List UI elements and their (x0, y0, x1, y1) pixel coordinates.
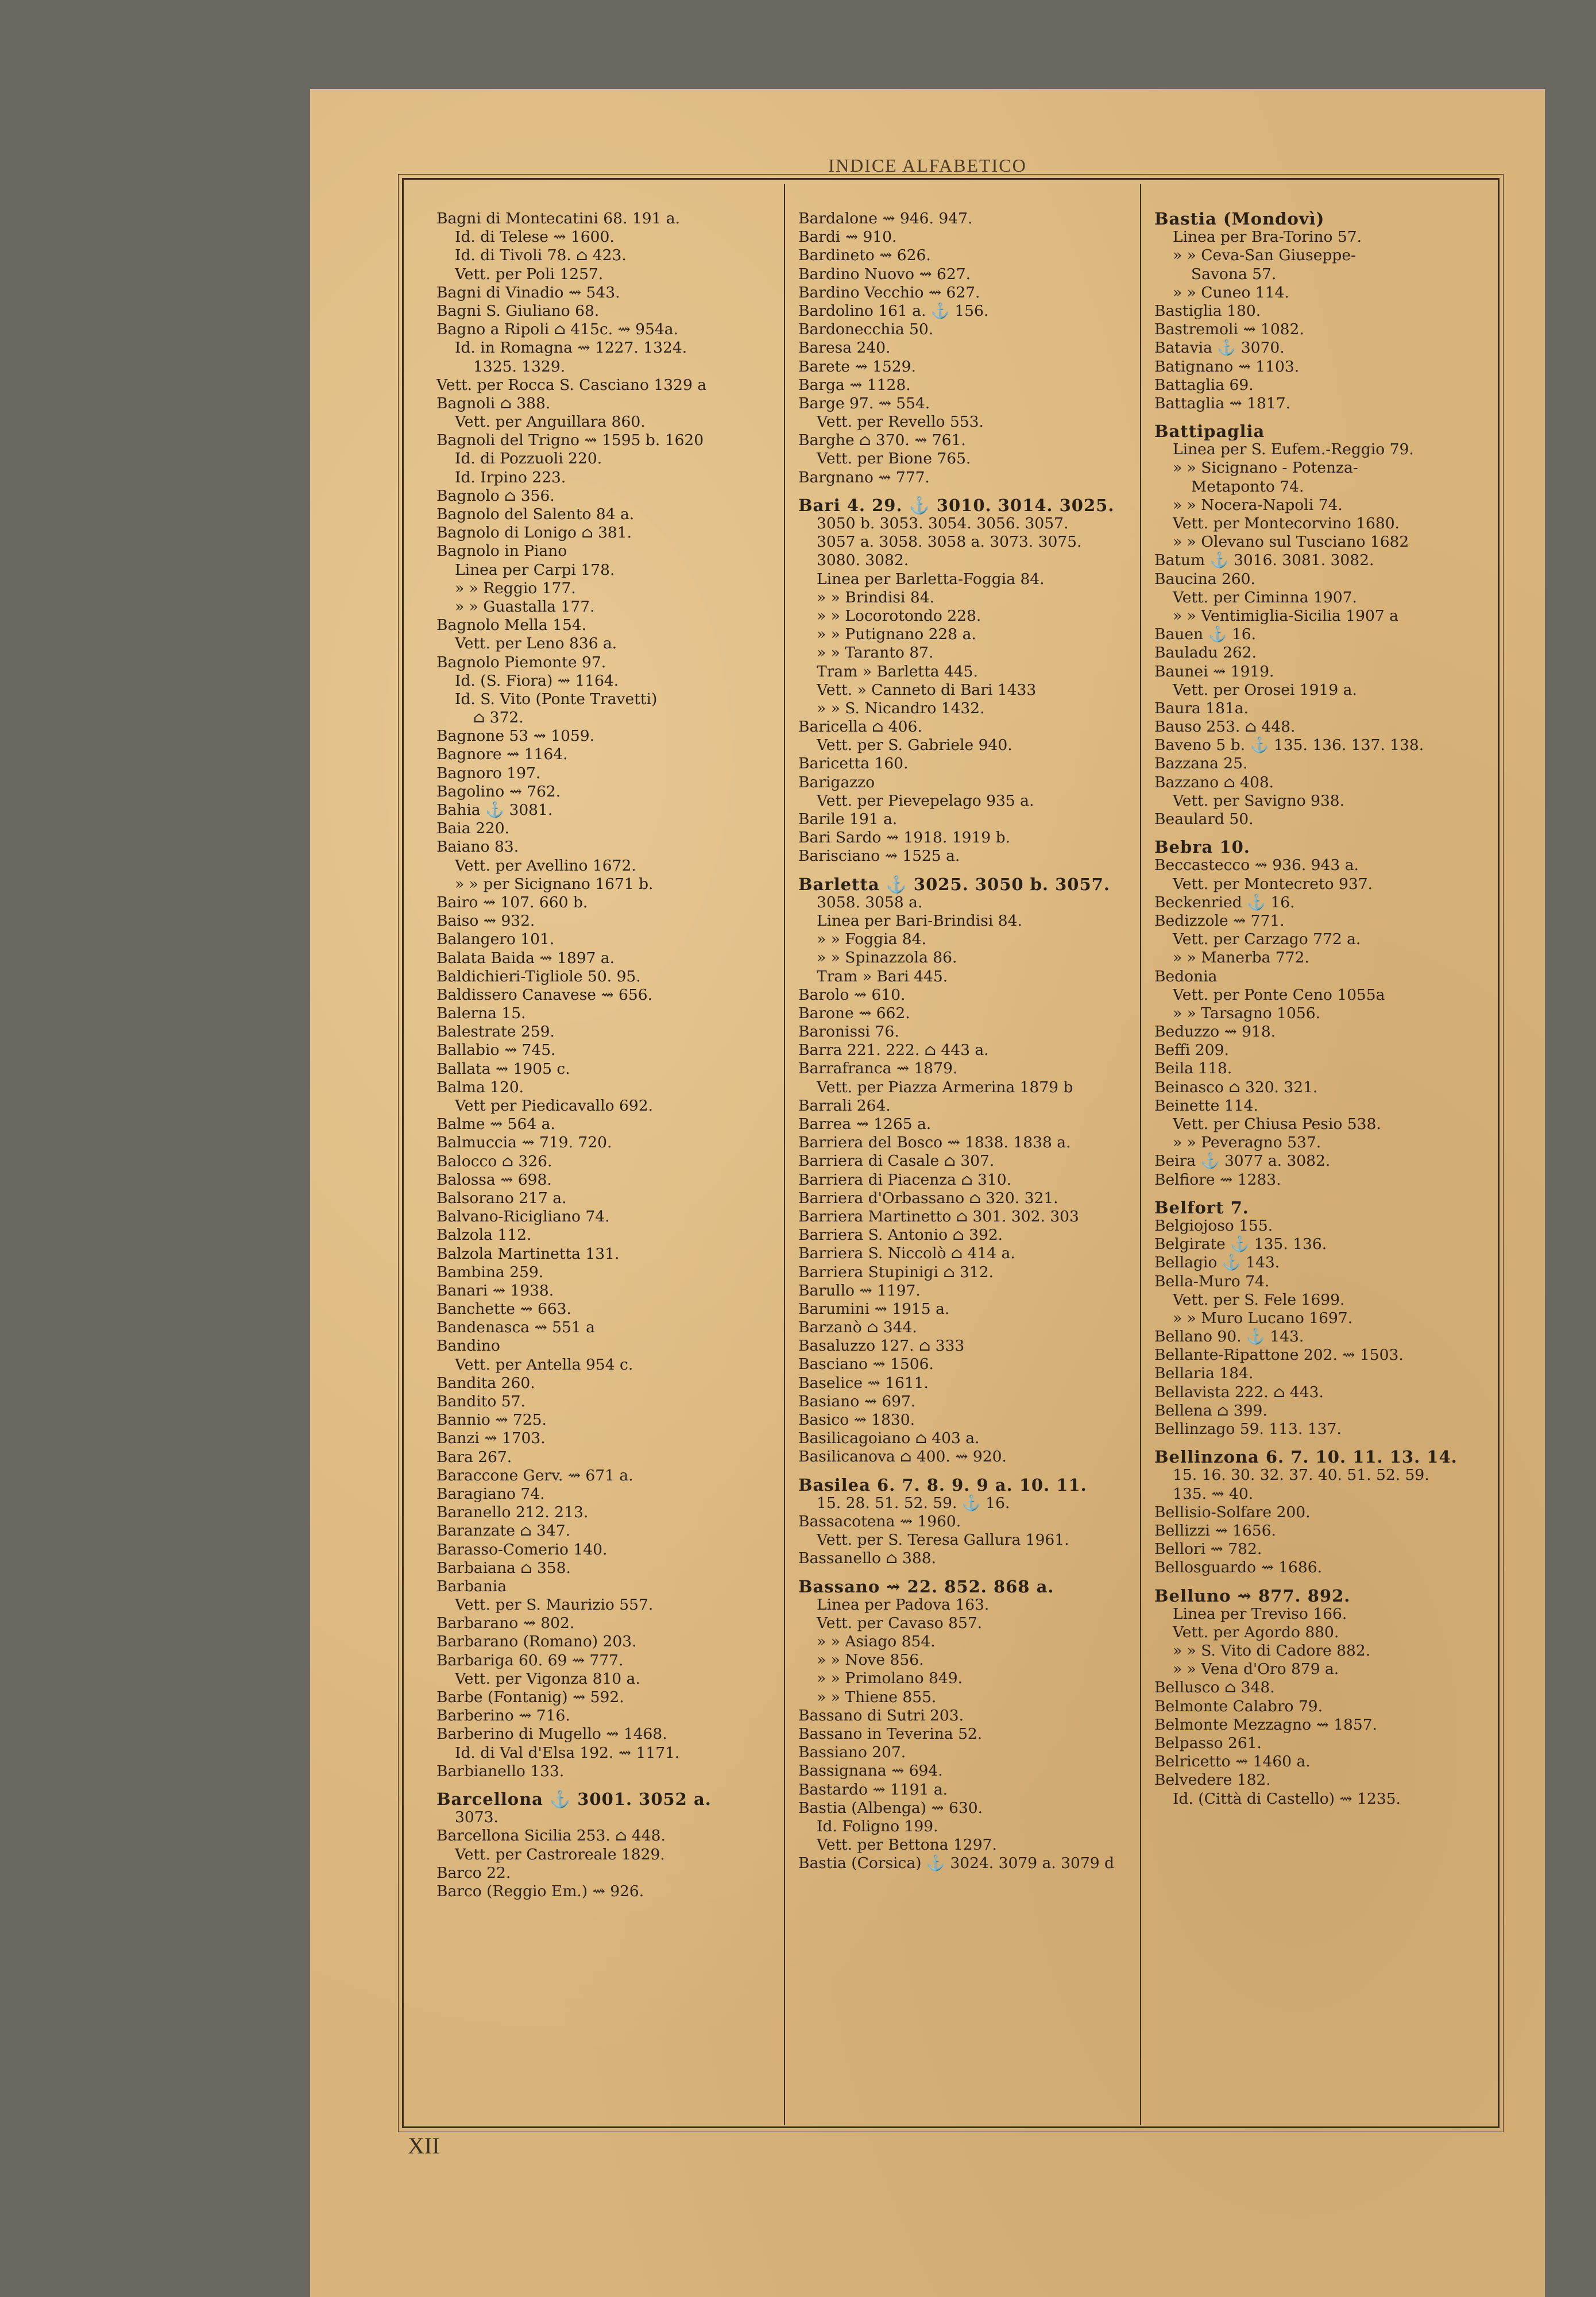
spacer (1154, 1438, 1499, 1448)
index-entry: Vett per Piedicavallo 692. (455, 1097, 654, 1115)
index-entry: » » Nocera-Napoli 74. (1173, 496, 1343, 514)
index-entry: Savona 57. (1191, 265, 1277, 283)
index-entry: Battaglia 69. (1154, 376, 1254, 394)
index-entry: Bagni di Montecatini 68. 191 a. (436, 210, 681, 227)
index-entry: Bastia (Albenga) ⇝ 630. (798, 1799, 983, 1817)
index-entry: Vett. per Agordo 880. (1173, 1623, 1339, 1641)
index-entry: Bairo ⇝ 107. 660 b. (436, 893, 588, 911)
index-entry: Barolo ⇝ 610. (798, 985, 906, 1004)
index-entry: Vett. » Canneto di Bari 1433 (817, 680, 1037, 699)
index-entry: Bagnolo Piemonte 97. (436, 653, 606, 671)
index-entry: Barcellona Sicilia 253. ⌂ 448. (436, 1827, 666, 1845)
index-entry: Barghe ⌂ 370. ⇝ 761. (798, 431, 966, 450)
index-entry: Barasso-Comerio 140. (436, 1540, 608, 1559)
index-entry: Banchette ⇝ 663. (436, 1300, 571, 1318)
spacer (436, 1781, 781, 1790)
index-heading-entry: Belluno ⇝ 877. 892. (1154, 1586, 1351, 1605)
index-entry: Baranzate ⌂ 347. (436, 1522, 570, 1540)
index-entry: Bellano 90. ⚓ 143. (1154, 1328, 1304, 1346)
index-entry: Bagolino ⇝ 762. (436, 782, 561, 801)
index-heading-entry: Barletta ⚓ 3025. 3050 b. 3057. (798, 875, 1110, 894)
index-entry: » » Ceva-San Giuseppe- (1173, 246, 1356, 265)
index-entry: Baveno 5 b. ⚓ 135. 136. 137. 138. (1154, 736, 1424, 755)
index-entry: Bardino Nuovo ⇝ 627. (798, 265, 971, 283)
index-entry: Vett. per S. Fele 1699. (1173, 1290, 1345, 1309)
index-entry: Bellisio-Solfare 200. (1154, 1503, 1311, 1521)
index-heading-entry: Basilea 6. 7. 8. 9. 9 a. 10. 11. (798, 1475, 1087, 1494)
index-entry: Bellagio ⚓ 143. (1154, 1254, 1280, 1272)
index-entry: Bagni di Vinadio ⇝ 543. (436, 283, 620, 301)
index-entry: Vett. per S. Gabriele 940. (817, 736, 1013, 755)
index-entry: Barzanò ⌂ 344. (798, 1318, 917, 1337)
index-entry: Bagnoli ⌂ 388. (436, 394, 551, 412)
index-heading-entry: Bassano ⇝ 22. 852. 868 a. (798, 1577, 1054, 1596)
index-entry: Barullo ⇝ 1197. (798, 1281, 921, 1300)
index-entry: Bellante-Ripattone 202. ⇝ 1503. (1154, 1346, 1404, 1364)
index-entry: Bardonecchia 50. (798, 320, 934, 339)
index-entry: Id. Foligno 199. (817, 1817, 938, 1835)
index-entry: Bassano in Teverina 52. (798, 1725, 983, 1743)
index-entry: Bandito 57. (436, 1393, 525, 1410)
index-entry: 3050 b. 3053. 3054. 3056. 3057. (817, 515, 1069, 532)
index-entry: » » Spinazzola 86. (817, 949, 957, 967)
index-entry: Barriera del Bosco ⇝ 1838. 1838 a. (798, 1134, 1071, 1152)
index-entry: Barbaiana ⌂ 358. (436, 1559, 571, 1577)
index-entry: Bassiano 207. (798, 1743, 906, 1762)
index-entry: » » Nove 856. (817, 1651, 924, 1669)
index-entry: 15. 16. 30. 32. 37. 40. 51. 52. 59. (1173, 1466, 1429, 1484)
index-entry: Baiso ⇝ 932. (436, 912, 535, 930)
index-entry: Vett. per Savigno 938. (1173, 791, 1345, 810)
index-column-3 (1154, 210, 1499, 2116)
index-entry: Balestrate 259. (436, 1023, 555, 1041)
index-entry: Baiano 83. (436, 838, 519, 856)
index-entry: Balocco ⌂ 326. (436, 1152, 552, 1170)
spacer (1154, 1189, 1499, 1198)
index-entry: Baronissi 76. (798, 1023, 899, 1041)
index-entry: Barriera S. Antonio ⌂ 392. (798, 1226, 1003, 1244)
spacer (1154, 1577, 1499, 1587)
index-entry: Batignano ⇝ 1103. (1154, 357, 1300, 376)
index-entry: Vett. per Ciminna 1907. (1173, 588, 1357, 606)
index-entry: Barbania (436, 1577, 507, 1595)
index-entry: Bedonia (1154, 967, 1218, 985)
index-column-1 (436, 210, 781, 2116)
index-entry: Baraccone Gerv. ⇝ 671 a. (436, 1466, 633, 1484)
index-entry: » » S. Vito di Cadore 882. (1173, 1642, 1371, 1660)
index-entry: Vett. per Anguillara 860. (455, 413, 646, 431)
index-entry: Balzola 112. (436, 1226, 532, 1244)
index-entry: » » S. Nicandro 1432. (817, 699, 985, 717)
index-entry: Linea per Carpi 178. (455, 560, 615, 579)
index-entry: Vett. per Ponte Ceno 1055a (1173, 985, 1385, 1004)
index-heading-entry: Battipaglia (1154, 422, 1265, 441)
index-heading-entry: Bebra 10. (1154, 838, 1250, 857)
index-entry: Bazzana 25. (1154, 755, 1248, 773)
index-entry: Bara 267. (436, 1448, 512, 1466)
index-entry: Baucina 260. (1154, 570, 1255, 588)
index-entry: Bagni S. Giuliano 68. (436, 301, 600, 320)
index-entry: » » Muro Lucano 1697. (1173, 1309, 1353, 1327)
index-entry: Vett. per Bettona 1297. (817, 1836, 997, 1854)
index-entry: Barriera di Piacenza ⌂ 310. (798, 1170, 1012, 1189)
index-entry: Ballabio ⇝ 745. (436, 1041, 556, 1059)
index-entry: Balossa ⇝ 698. (436, 1170, 552, 1189)
index-entry: Vett. per Bione 765. (817, 450, 971, 468)
index-entry: Barone ⇝ 662. (798, 1004, 910, 1022)
index-entry: Bandino (436, 1337, 500, 1355)
index-entry: Id. (Città di Castello) ⇝ 1235. (1173, 1789, 1401, 1808)
index-entry: Bastiglia 180. (1154, 301, 1261, 320)
index-entry: Bassanello ⌂ 388. (798, 1549, 937, 1568)
index-entry: Barigazzo (798, 773, 875, 791)
index-entry: » » Cuneo 114. (1173, 283, 1289, 301)
index-entry: Balma 120. (436, 1078, 524, 1096)
index-entry: Beaulard 50. (1154, 810, 1254, 828)
index-entry: Beckenried ⚓ 16. (1154, 893, 1295, 911)
index-entry: ⌂ 372. (473, 709, 524, 727)
index-heading-entry: Barcellona ⚓ 3001. 3052 a. (436, 1789, 712, 1809)
index-entry: Bedizzole ⇝ 771. (1154, 911, 1285, 930)
index-entry: 3058. 3058 a. (817, 893, 923, 911)
index-entry: Vett. per Avellino 1672. (455, 856, 636, 875)
index-entry: Vett. per Piazza Armerina 1879 b (817, 1078, 1073, 1096)
index-entry: Bagnolo ⌂ 356. (436, 486, 555, 505)
index-entry: Vett. per Chiusa Pesio 538. (1173, 1115, 1381, 1133)
index-entry: Id. di Val d'Elsa 192. ⇝ 1171. (455, 1743, 680, 1762)
index-entry: Baura 181a. (1154, 699, 1249, 717)
index-entry: » » Taranto 87. (817, 644, 934, 662)
index-entry: Bambina 259. (436, 1263, 544, 1281)
index-entry: Bagnoro 197. (436, 764, 541, 782)
index-entry: Balme ⇝ 564 a. (436, 1115, 555, 1134)
index-entry: Bastia (Corsica) ⚓ 3024. 3079 a. 3079 d (798, 1854, 1114, 1873)
index-entry: Ballata ⇝ 1905 c. (436, 1059, 570, 1078)
index-entry: Bellinzago 59. 113. 137. (1154, 1420, 1342, 1438)
index-entry: Vett. per Antella 954 c. (455, 1355, 633, 1374)
index-entry: Linea per Barletta-Foggia 84. (817, 570, 1045, 588)
index-entry: Bagnore ⇝ 1164. (436, 745, 568, 764)
index-entry: Bellaria 184. (1154, 1364, 1254, 1383)
index-entry: Battaglia ⇝ 1817. (1154, 394, 1290, 412)
index-entry: Vett. per Revello 553. (817, 413, 984, 431)
index-entry: Beffi 209. (1154, 1041, 1229, 1059)
index-entry: Batavia ⚓ 3070. (1154, 339, 1285, 357)
index-entry: » » Primolano 849. (817, 1669, 963, 1688)
spacer (798, 866, 1143, 875)
index-entry: Barriera Stupinigi ⌂ 312. (798, 1263, 994, 1281)
index-entry: Bastremoli ⇝ 1082. (1154, 320, 1304, 339)
index-entry: » » per Sicignano 1671 b. (455, 875, 654, 893)
index-entry: Baia 220. (436, 819, 509, 838)
index-entry: Bagnone 53 ⇝ 1059. (436, 727, 595, 745)
index-entry: Bellizzi ⇝ 1656. (1154, 1521, 1276, 1540)
index-entry: Batum ⚓ 3016. 3081. 3082. (1154, 551, 1374, 570)
index-entry: » » Guastalla 177. (455, 597, 595, 616)
index-entry: Barrali 264. (798, 1096, 891, 1115)
index-entry: 3080. 3082. (817, 551, 909, 570)
index-entry: Belvedere 182. (1154, 1771, 1271, 1789)
index-entry: » » Olevano sul Tusciano 1682 (1173, 533, 1409, 551)
index-entry: Bardineto ⇝ 626. (798, 246, 931, 265)
index-entry: Bandenasca ⇝ 551 a (436, 1318, 595, 1337)
index-entry: Belmonte Mezzagno ⇝ 1857. (1154, 1715, 1377, 1734)
index-entry: Belricetto ⇝ 1460 a. (1154, 1753, 1311, 1771)
index-entry: 1325. 1329. (473, 357, 566, 376)
index-entry: Baranello 212. 213. (436, 1503, 589, 1522)
index-entry: Linea per Padova 163. (817, 1595, 990, 1614)
index-entry: Bagnoli del Trigno ⇝ 1595 b. 1620 (436, 431, 704, 450)
index-entry: Balvano-Ricigliano 74. (436, 1208, 610, 1226)
index-entry: Basiano ⇝ 697. (798, 1392, 916, 1410)
index-entry: Barco 22. (436, 1863, 511, 1882)
index-entry: Vett. per Orosei 1919 a. (1173, 680, 1357, 699)
index-entry: Bazzano ⌂ 408. (1154, 773, 1274, 791)
page-number: XII (408, 2133, 440, 2159)
index-entry: Barrafranca ⇝ 1879. (798, 1059, 958, 1078)
index-entry: » » Sicignano - Potenza- (1173, 459, 1358, 477)
index-entry: Balata Baida ⇝ 1897 a. (436, 949, 615, 967)
index-entry: Linea per Treviso 166. (1173, 1604, 1347, 1623)
index-entry: Tram » Bari 445. (817, 967, 948, 985)
index-entry: » » Foggia 84. (817, 930, 926, 949)
index-entry: Bellena ⌂ 399. (1154, 1401, 1267, 1420)
index-entry: Baldichieri-Tigliole 50. 95. (436, 967, 641, 985)
index-entry: » » Locorotondo 228. (817, 606, 981, 625)
index-entry: Id. di Telese ⇝ 1600. (455, 228, 615, 246)
index-entry: 3073. (455, 1808, 498, 1827)
index-entry: Baselice ⇝ 1611. (798, 1374, 929, 1392)
document-page (310, 89, 1545, 2297)
index-entry: Metaponto 74. (1191, 477, 1304, 496)
index-entry: Vett. per Pievepelago 935 a. (817, 791, 1034, 810)
index-entry: Bella-Muro 74. (1154, 1272, 1270, 1290)
index-entry: Beila 118. (1154, 1059, 1232, 1078)
index-entry: Banzi ⇝ 1703. (436, 1429, 546, 1448)
index-entry: » » Asiago 854. (817, 1633, 936, 1651)
index-entry: Barete ⇝ 1529. (798, 357, 916, 376)
index-entry: Balmuccia ⇝ 719. 720. (436, 1134, 612, 1152)
index-entry: Balsorano 217 a. (436, 1189, 567, 1207)
index-entry: Baresa 240. (798, 339, 891, 357)
spacer (798, 487, 1143, 496)
index-entry: Basico ⇝ 1830. (798, 1411, 915, 1429)
index-heading-entry: Bastia (Mondovì) (1154, 210, 1325, 229)
page-header: INDICE ALFABETICO (828, 155, 1027, 176)
index-entry: Baricella ⌂ 406. (798, 718, 922, 736)
index-entry: Bassignana ⇝ 694. (798, 1762, 943, 1780)
index-entry: Vett. per Cavaso 857. (817, 1614, 983, 1632)
index-entry: » » Vena d'Oro 879 a. (1173, 1660, 1339, 1679)
index-entry: Baldissero Canavese ⇝ 656. (436, 985, 653, 1004)
index-entry: Belgirate ⚓ 135. 136. (1154, 1235, 1327, 1254)
index-entry: Bassacotena ⇝ 1960. (798, 1512, 961, 1530)
index-entry: » » Putignano 228 a. (817, 625, 976, 644)
index-entry: 3057 a. 3058. 3058 a. 3073. 3075. (817, 533, 1082, 551)
index-entry: Bauladu 262. (1154, 644, 1257, 662)
index-entry: Basciano ⇝ 1506. (798, 1355, 934, 1374)
index-entry: Bagnolo Mella 154. (436, 616, 587, 635)
index-entry: Bastardo ⇝ 1191 a. (798, 1780, 948, 1799)
index-entry: 15. 28. 51. 52. 59. ⚓ 16. (817, 1494, 1010, 1512)
index-entry: Beira ⚓ 3077 a. 3082. (1154, 1152, 1331, 1170)
index-entry: Bauso 253. ⌂ 448. (1154, 718, 1296, 736)
index-entry: Barbe (Fontanig) ⇝ 592. (436, 1688, 624, 1706)
index-entry: Barberino ⇝ 716. (436, 1707, 570, 1725)
index-entry: Bellusco ⌂ 348. (1154, 1679, 1275, 1697)
column-divider (784, 184, 785, 2125)
index-entry: Vett. per Montecreto 937. (1173, 875, 1373, 893)
index-entry: Bardino Vecchio ⇝ 627. (798, 283, 980, 301)
index-entry: Tram » Barletta 445. (817, 662, 978, 680)
index-entry: Beinette 114. (1154, 1096, 1258, 1115)
index-entry: Barberino di Mugello ⇝ 1468. (436, 1725, 667, 1743)
index-entry: Id. S. Vito (Ponte Travetti) (455, 690, 658, 708)
index-entry: » » Thiene 855. (817, 1688, 937, 1706)
index-entry: Barriera Martinetto ⌂ 301. 302. 303 (798, 1207, 1079, 1225)
index-entry: Bellavista 222. ⌂ 443. (1154, 1383, 1324, 1401)
index-entry: Bassano di Sutri 203. (798, 1706, 964, 1724)
index-entry: Baricetta 160. (798, 755, 909, 773)
index-entry: Basilicanova ⌂ 400. ⇝ 920. (798, 1448, 1007, 1466)
index-entry: Vett. per Montecorvino 1680. (1173, 515, 1400, 532)
index-entry: Bellori ⇝ 782. (1154, 1540, 1262, 1559)
index-entry: Vett. per Rocca S. Casciano 1329 a (436, 376, 707, 394)
index-entry: Vett. per Castroreale 1829. (455, 1845, 665, 1863)
index-entry: Barriera S. Niccolò ⌂ 414 a. (798, 1244, 1015, 1263)
index-entry: » » Tarsagno 1056. (1173, 1004, 1321, 1022)
index-heading-entry: Belfort 7. (1154, 1198, 1249, 1217)
index-entry: Barumini ⇝ 1915 a. (798, 1300, 950, 1318)
index-entry: Barriera d'Orbassano ⌂ 320. 321. (798, 1189, 1058, 1207)
index-entry: Id. di Tivoli 78. ⌂ 423. (455, 246, 627, 265)
index-entry: Barbarano ⇝ 802. (436, 1614, 575, 1633)
index-entry: Barge 97. ⇝ 554. (798, 394, 930, 412)
spacer (798, 1568, 1143, 1577)
index-entry: Belmonte Calabro 79. (1154, 1697, 1323, 1715)
index-entry: Barco (Reggio Em.) ⇝ 926. (436, 1882, 644, 1900)
index-entry: Bahia ⚓ 3081. (436, 801, 553, 819)
index-entry: Vett. per Vigonza 810 a. (455, 1669, 640, 1688)
index-entry: Id. di Pozzuoli 220. (455, 450, 602, 468)
index-entry: Barbarano (Romano) 203. (436, 1633, 637, 1651)
index-entry: Barbianello 133. (436, 1762, 565, 1780)
index-entry: Barga ⇝ 1128. (798, 376, 911, 394)
index-entry: Bardalone ⇝ 946. 947. (798, 210, 973, 227)
index-entry: Id. in Romagna ⇝ 1227. 1324. (455, 339, 687, 357)
index-entry: Bagno a Ripoli ⌂ 415c. ⇝ 954a. (436, 320, 678, 339)
index-column-2 (798, 210, 1143, 2116)
index-entry: Belpasso 261. (1154, 1734, 1262, 1752)
index-entry: Bargnano ⇝ 777. (798, 468, 930, 486)
index-entry: Id. Irpino 223. (455, 468, 566, 486)
index-entry: Linea per Bari-Brindisi 84. (817, 911, 1022, 930)
index-entry: Barriera di Casale ⌂ 307. (798, 1152, 995, 1170)
index-entry: Basaluzzo 127. ⌂ 333 (798, 1337, 965, 1355)
index-entry: Beduzzo ⇝ 918. (1154, 1023, 1276, 1041)
index-entry: Barile 191 a. (798, 810, 898, 828)
index-entry: Balerna 15. (436, 1004, 526, 1023)
index-entry: Balzola Martinetta 131. (436, 1244, 620, 1263)
index-entry: Bagnolo di Lonigo ⌂ 381. (436, 524, 632, 542)
index-entry: Banari ⇝ 1938. (436, 1281, 554, 1300)
index-entry: Belfiore ⇝ 1283. (1154, 1170, 1281, 1189)
index-entry: Vett. per S. Teresa Gallura 1961. (817, 1531, 1069, 1549)
spacer (798, 1467, 1143, 1476)
index-entry: Bellosguardo ⇝ 1686. (1154, 1559, 1322, 1577)
index-entry: Bardi ⇝ 910. (798, 228, 897, 246)
index-entry: Linea per S. Eufem.-Reggio 79. (1173, 440, 1414, 459)
index-entry: Balangero 101. (436, 930, 555, 949)
index-heading-entry: Bellinzona 6. 7. 10. 11. 13. 14. (1154, 1448, 1458, 1467)
index-entry: Bauen ⚓ 16. (1154, 625, 1257, 644)
index-entry: Bagnolo del Salento 84 a. (436, 505, 635, 523)
index-entry: Belgiojoso 155. (1154, 1216, 1273, 1235)
index-entry: Bagnolo in Piano (436, 542, 567, 560)
index-entry: Baragiano 74. (436, 1484, 545, 1503)
index-entry: » » Manerba 772. (1173, 949, 1309, 967)
index-entry: Vett. per S. Maurizio 557. (455, 1596, 654, 1614)
index-entry: » » Peveragno 537. (1173, 1134, 1321, 1152)
index-entry: » » Brindisi 84. (817, 588, 935, 606)
index-entry: Vett. per Carzago 772 a. (1173, 930, 1361, 949)
index-entry: Bannio ⇝ 725. (436, 1411, 547, 1429)
spacer (1154, 829, 1499, 838)
index-entry: Vett. per Leno 836 a. (455, 635, 617, 653)
index-entry: Beccastecco ⇝ 936. 943 a. (1154, 856, 1359, 875)
index-entry: Baunei ⇝ 1919. (1154, 662, 1274, 680)
index-entry: Barisciano ⇝ 1525 a. (798, 847, 960, 865)
index-entry: » » Ventimiglia-Sicilia 1907 a (1173, 606, 1398, 625)
index-entry: Barbariga 60. 69 ⇝ 777. (436, 1651, 624, 1669)
index-entry: » » Reggio 177. (455, 579, 576, 597)
index-entry: Beinasco ⌂ 320. 321. (1154, 1078, 1318, 1096)
index-entry: Bari Sardo ⇝ 1918. 1919 b. (798, 829, 1010, 847)
index-entry: Barra 221. 222. ⌂ 443 a. (798, 1041, 989, 1059)
index-heading-entry: Bari 4. 29. ⚓ 3010. 3014. 3025. (798, 496, 1115, 515)
spacer (1154, 413, 1499, 422)
index-entry: Barrea ⇝ 1265 a. (798, 1115, 932, 1133)
index-entry: Basilicagoiano ⌂ 403 a. (798, 1429, 980, 1448)
index-entry: Bandita 260. (436, 1374, 535, 1392)
index-entry: Vett. per Poli 1257. (455, 265, 604, 283)
index-entry: Bardolino 161 a. ⚓ 156. (798, 301, 989, 320)
index-entry: Linea per Bra-Torino 57. (1173, 228, 1362, 246)
index-entry: Id. (S. Fiora) ⇝ 1164. (455, 671, 619, 690)
index-entry: 135. ⇝ 40. (1173, 1484, 1254, 1503)
